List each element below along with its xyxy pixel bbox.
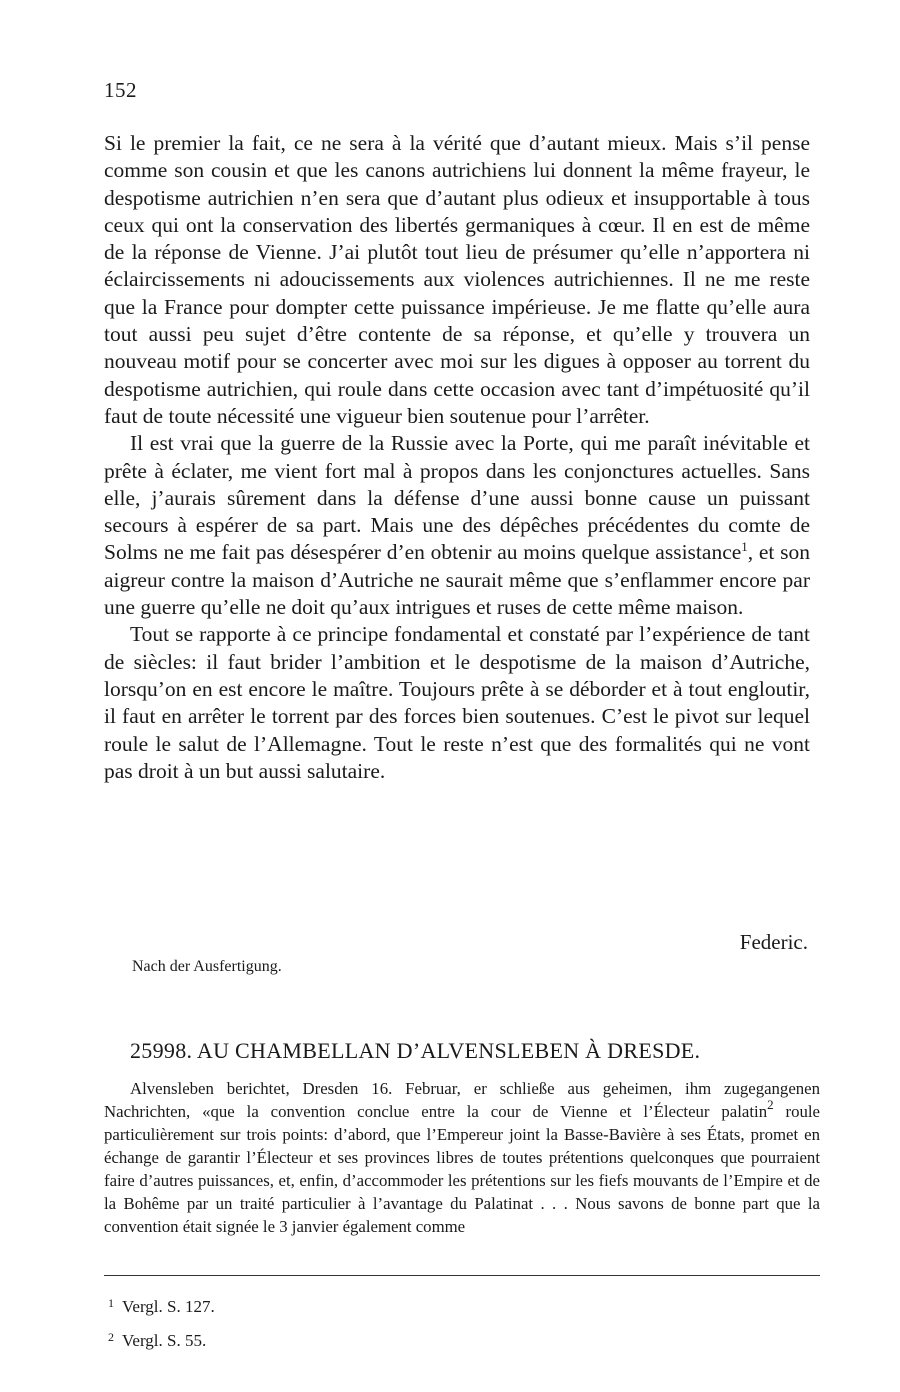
footnote-divider: [104, 1275, 820, 1276]
summary-text-a: Alvensleben berichtet, Dresden 16. Februar, er schließe aus geheimen, ihm zugegangenen Nachrichten, «que la convention conclue entre la cour de Vienne et l’Électeur palatin: [104, 1079, 820, 1121]
footnote-2-marker: 2: [108, 1330, 114, 1344]
footnote-reference-2[interactable]: 2: [767, 1097, 774, 1112]
page-number: 152: [104, 78, 137, 102]
footnote-1-marker: 1: [108, 1296, 114, 1310]
letter-heading: 25998. AU CHAMBELLAN D’ALVENSLEBEN À DRESDE.: [130, 1038, 701, 1063]
paragraph-2-text-b: , et son aigreur contre la maison d’Autriche ne saurait même que s’enflammer encore par une guerre qu’elle ne doit qu’aux intrigues et ruses de cette même maison.: [104, 540, 810, 620]
body-paragraph-2: [104, 430, 810, 621]
paragraph-2-text-a: Il est vrai que la guerre de la Russie avec la Porte, qui me paraît inévitable et prête à éclater, me vient fort mal à propos dans les conjonctures actuelles. Sans elle, j’aurais sûrement dans la défense d’une aussi bonne cause un puissant secours à espérer de sa part. Mais une des dépêches précédentes du comte de Solms ne me fait pas désespérer d’en obtenir au moins quelque assistance: [104, 431, 810, 565]
letter-body: [104, 130, 810, 785]
footnote-1: [108, 1288, 215, 1322]
signature: Federic.: [739, 930, 808, 954]
body-paragraph-1: Si le premier la fait, ce ne sera à la vérité que d’autant mieux. Mais s’il pense comme son cousin et que les canons autrichiens lui donnent la même frayeur, le despotisme autrichien n’en sera que d’autant plus odieux et insupportable à tous ceux qui ont la conservation des libertés germaniques à cœur. Il en est de même de la réponse de Vienne. J’ai plutôt tout lieu de présumer qu’elle n’apportera ni éclaircissements ni adoucissements aux violences autrichiennes. Il ne me reste que la France pour dompter cette puissance impérieuse. Je me flatte qu’elle aura tout aussi peu sujet d’être contente de sa réponse, et qu’elle y trouvera un nouveau motif pour se concerter avec moi sur les digues à opposer au torrent du despotisme autrichien, qui roule dans cette occasion avec tant d’impétuosité qu’il faut de toute nécessité une vigueur bien soutenue pour l’arrêter.: [104, 131, 810, 428]
footnote-2-text: Vergl. S. 55.: [122, 1331, 207, 1350]
source-note: Nach der Ausfertigung.: [132, 958, 282, 975]
summary-paragraph: [104, 1077, 820, 1238]
letter-summary: [104, 1077, 820, 1238]
body-paragraph-3: Tout se rapporte à ce principe fondamental et constaté par l’expérience de tant de siècles: il faut brider l’ambition et le despotisme de la maison d’Autriche, lorsqu’on en est encore le maître. Toujours prête à se déborder et à tout engloutir, il faut en arrêter le torrent par des forces bien soutenues. C’est le pivot sur lequel roule le salut de l’Allemagne. Tout le reste n’est que des formalités qui ne vont pas droit à un but aussi salutaire.: [104, 622, 810, 783]
footnote-1-text: Vergl. S. 127.: [122, 1297, 215, 1316]
summary-text-b: roule particulièrement sur trois points: d’abord, que l’Empereur joint la Basse-Bavière à ses États, promet en échange de garantir l’Électeur et ses provinces libres de toutes prétentions quelconques que pourraient faire d’autres puissances, et, enfin, d’accommoder les prétentions sur les fiefs mouvants de l’Empire et de la Bohême par un traité particulier à l’avantage du Palatinat . . . Nous savons de bonne part que la convention était signée le 3 janvier également comme: [104, 1102, 820, 1236]
footnote-2: [108, 1322, 215, 1356]
footnotes: [108, 1288, 215, 1356]
footnote-reference-1[interactable]: 1: [741, 539, 748, 555]
